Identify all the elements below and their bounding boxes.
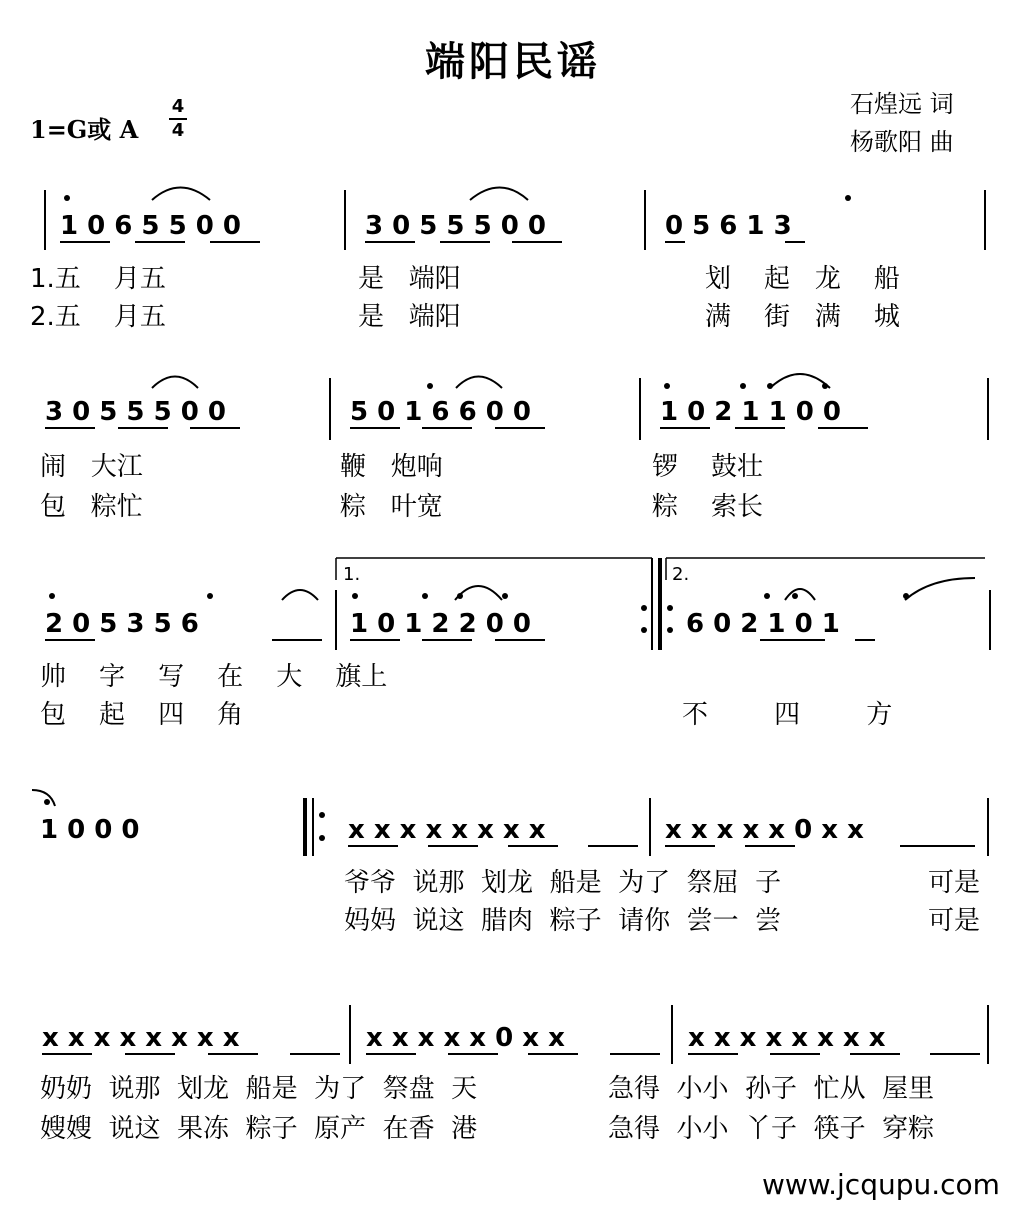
lyricist-credit: 石煌远 词	[850, 90, 954, 118]
volta-first: 1.	[343, 564, 361, 585]
lyric-v1-phrase9: 爷爷 说那 划龙 船是 为了 祭屈 子	[344, 868, 782, 898]
lyric-v2-phrase2: 是 端阳	[358, 302, 461, 332]
lyric-v2-phrase10: 可是	[928, 906, 981, 936]
row3-measure2: 1 0 1 2 2 0 0	[350, 609, 531, 639]
lyric-v2-phrase12: 急得 小小 丫子 筷子 穿粽	[608, 1114, 935, 1144]
lyric-v1-phrase1: 1.五 月五	[30, 264, 166, 294]
row2-measure3: 1 0 2 1 1 0 0	[660, 397, 841, 427]
row5-measure1: x x x x x x x x	[42, 1023, 240, 1053]
lyric-v2-phrase1: 2.五 月五	[30, 302, 166, 332]
lyric-v2-phrase9: 妈妈 说这 腊肉 粽子 请你 尝一 尝	[344, 906, 782, 936]
lyric-v1-phrase6: 锣 鼓壮	[652, 452, 764, 482]
row4-measure2: x x x x x x x x	[348, 815, 546, 845]
volta-second: 2.	[672, 564, 690, 585]
lyric-v2-phrase6: 粽 索长	[652, 492, 764, 522]
lyric-v1-phrase12: 急得 小小 孙子 忙从 屋里	[608, 1074, 935, 1104]
lyric-v2-phrase3: 满 街 满 城	[705, 302, 900, 332]
lyric-v2-phrase4: 包 粽忙	[40, 492, 143, 522]
lyric-v2-phrase7: 包 起 四 角	[40, 700, 244, 730]
row3-measure3: 6 0 2 1 0 1	[686, 609, 840, 639]
lyric-v1-phrase2: 是 端阳	[358, 264, 461, 294]
row1-measure1: 1 0 6 5 5 0 0	[60, 211, 241, 241]
lyric-v1-phrase5: 鞭 炮响	[340, 452, 443, 482]
lyric-v1-phrase11: 奶奶 说那 划龙 船是 为了 祭盘 天	[40, 1074, 478, 1104]
row2-measure1: 3 0 5 5 5 0 0	[45, 397, 226, 427]
lyric-v2-phrase11: 嫂嫂 说这 果冻 粽子 原产 在香 港	[40, 1114, 478, 1144]
lyric-v2-phrase8: 不 四 方	[682, 700, 893, 730]
row5-measure2: x x x x x 0 x x	[366, 1023, 565, 1053]
time-signature-top: 4	[171, 96, 185, 117]
site-watermark: www.jcqupu.com	[762, 1168, 1000, 1201]
row2-measure2: 5 0 1 6 6 0 0	[350, 397, 531, 427]
lyric-v1-phrase3: 划 起 龙 船	[705, 264, 900, 294]
row4-measure3: x x x x x 0 x x	[665, 815, 864, 845]
row3-measure1: 2 0 5 3 5 6	[45, 609, 199, 639]
row1-measure2: 3 0 5 5 5 0 0	[365, 211, 546, 241]
lyric-v1-phrase4: 闹 大江	[40, 452, 143, 482]
lyric-v1-phrase10: 可是	[928, 868, 981, 898]
row5-measure3: x x x x x x x x	[688, 1023, 886, 1053]
time-signature-bottom: 4	[171, 120, 185, 141]
song-title: 端阳民谣	[425, 39, 601, 85]
lyric-v2-phrase5: 粽 叶宽	[340, 492, 443, 522]
row1-measure3: 0 5 6 1 3	[665, 211, 792, 241]
lyric-v1-phrase7: 帅 字 写 在 大 旗上	[40, 662, 388, 692]
row4-measure1: 1 0 0 0	[40, 815, 140, 845]
key-signature: 1=G或 A	[30, 115, 139, 144]
composer-credit: 杨歌阳 曲	[850, 128, 954, 156]
